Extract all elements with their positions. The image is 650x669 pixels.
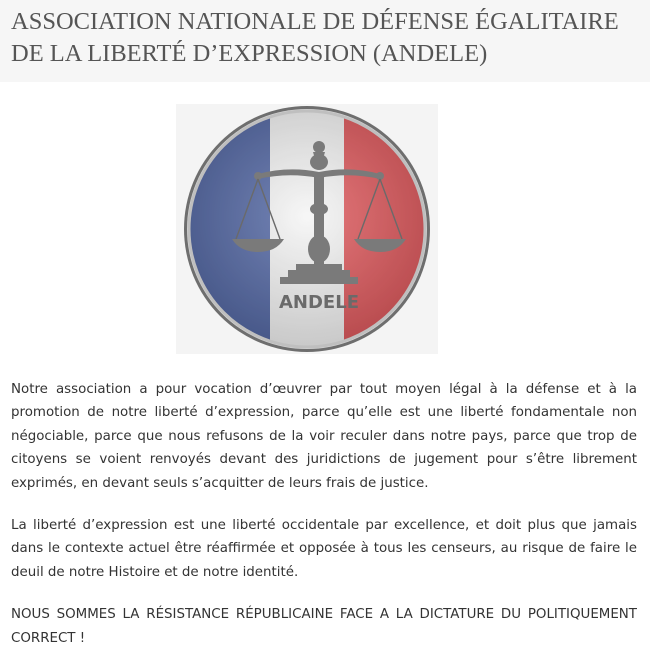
scales-of-justice-icon	[176, 104, 438, 354]
paragraph: Notre association a pour vocation d’œuvrer par tout moyen légal à la défense et à la promotion de notre liberté d’expression, parce qu’elle est une liberté fondamentale non négociable, parce que nous refusons de la voir reculer dans notre pays, parce que trop de citoyens se voient renvoyés devant des juridictions de jugement pour s’être librement exprimés, en devant seuls s’acquitter de leurs frais de justice.	[11, 382, 637, 491]
page-header	[0, 0, 650, 82]
page-title: ASSOCIATION NATIONALE DE DÉFENSE ÉGALITAIRE DE LA LIBERTÉ D’EXPRESSION (ANDELE)	[11, 8, 619, 67]
article-body	[11, 378, 637, 669]
paragraph: NOUS SOMMES LA RÉSISTANCE RÉPUBLICAINE FACE A LA DICTATURE DU POLITIQUEMENT CORRECT !	[11, 607, 637, 646]
paragraph: La liberté d’expression est une liberté occidentale par excellence, et doit plus que jamais dans le contexte actuel être réaffirmée et opposée à tous les censeurs, au risque de faire le deuil de notre Histoire et de notre identité.	[11, 518, 637, 580]
logo-label: ANDELE	[279, 292, 359, 313]
andele-logo	[176, 104, 438, 354]
